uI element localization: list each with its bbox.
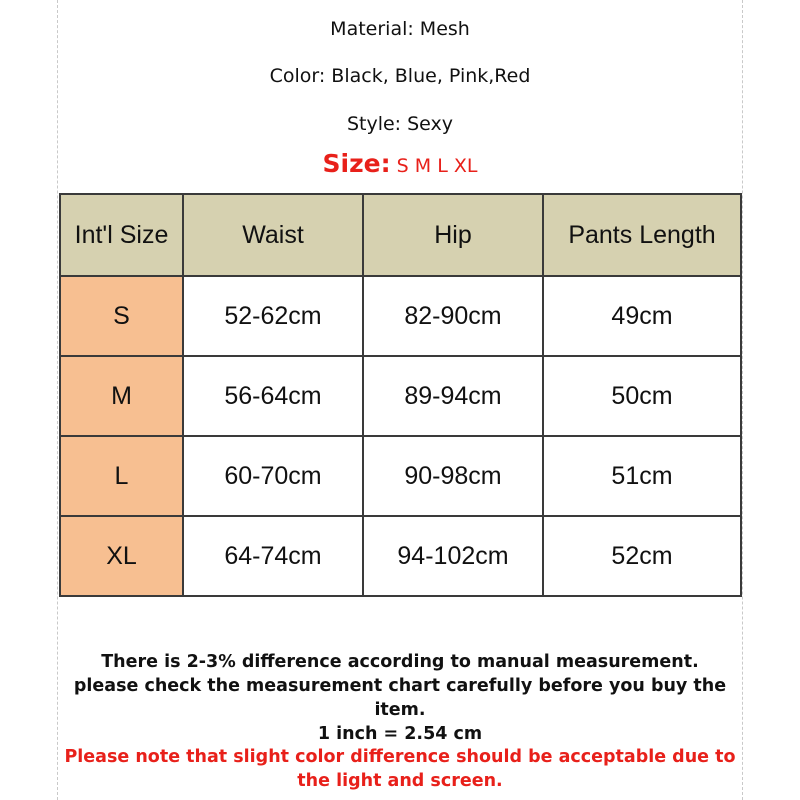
pants-length-cell: 52cm	[543, 516, 741, 596]
waist-cell: 56-64cm	[183, 356, 363, 436]
size-cell: M	[60, 356, 183, 436]
size-spec	[0, 147, 800, 183]
pants-length-cell: 50cm	[543, 356, 741, 436]
hip-cell: 90-98cm	[363, 436, 543, 516]
table-row	[60, 276, 741, 356]
header-pants-length: Pants Length	[543, 194, 741, 276]
pants-length-cell: 51cm	[543, 436, 741, 516]
size-chart-table	[59, 193, 742, 597]
size-label: Size:	[322, 149, 391, 178]
size-cell: S	[60, 276, 183, 356]
table-header-row	[60, 194, 741, 276]
size-cell: L	[60, 436, 183, 516]
check-chart-note: please check the measurement chart carefully before you buy the item.	[73, 676, 727, 720]
color-spec: Color: Black, Blue, Pink,Red	[269, 65, 531, 87]
pants-length-cell: 49cm	[543, 276, 741, 356]
header-intl-size: Int'l Size	[60, 194, 183, 276]
waist-cell: 64-74cm	[183, 516, 363, 596]
waist-cell: 52-62cm	[183, 276, 363, 356]
style-spec: Style: Sexy	[346, 113, 454, 135]
measurement-difference-note: There is 2-3% difference according to manual measurement.	[101, 652, 699, 672]
header-hip: Hip	[363, 194, 543, 276]
table-row	[60, 356, 741, 436]
color-difference-warning: Please note that slight color difference should be acceptable due to the light and screen.	[64, 747, 736, 791]
measurement-notes	[60, 650, 740, 746]
table-row	[60, 436, 741, 516]
size-values: S M L XL	[390, 155, 478, 177]
header-waist: Waist	[183, 194, 363, 276]
hip-cell: 82-90cm	[363, 276, 543, 356]
hip-cell: 89-94cm	[363, 356, 543, 436]
size-cell: XL	[60, 516, 183, 596]
inch-conversion-note: 1 inch = 2.54 cm	[317, 724, 483, 744]
hip-cell: 94-102cm	[363, 516, 543, 596]
waist-cell: 60-70cm	[183, 436, 363, 516]
table-row	[60, 516, 741, 596]
material-spec: Material: Mesh	[330, 18, 470, 40]
